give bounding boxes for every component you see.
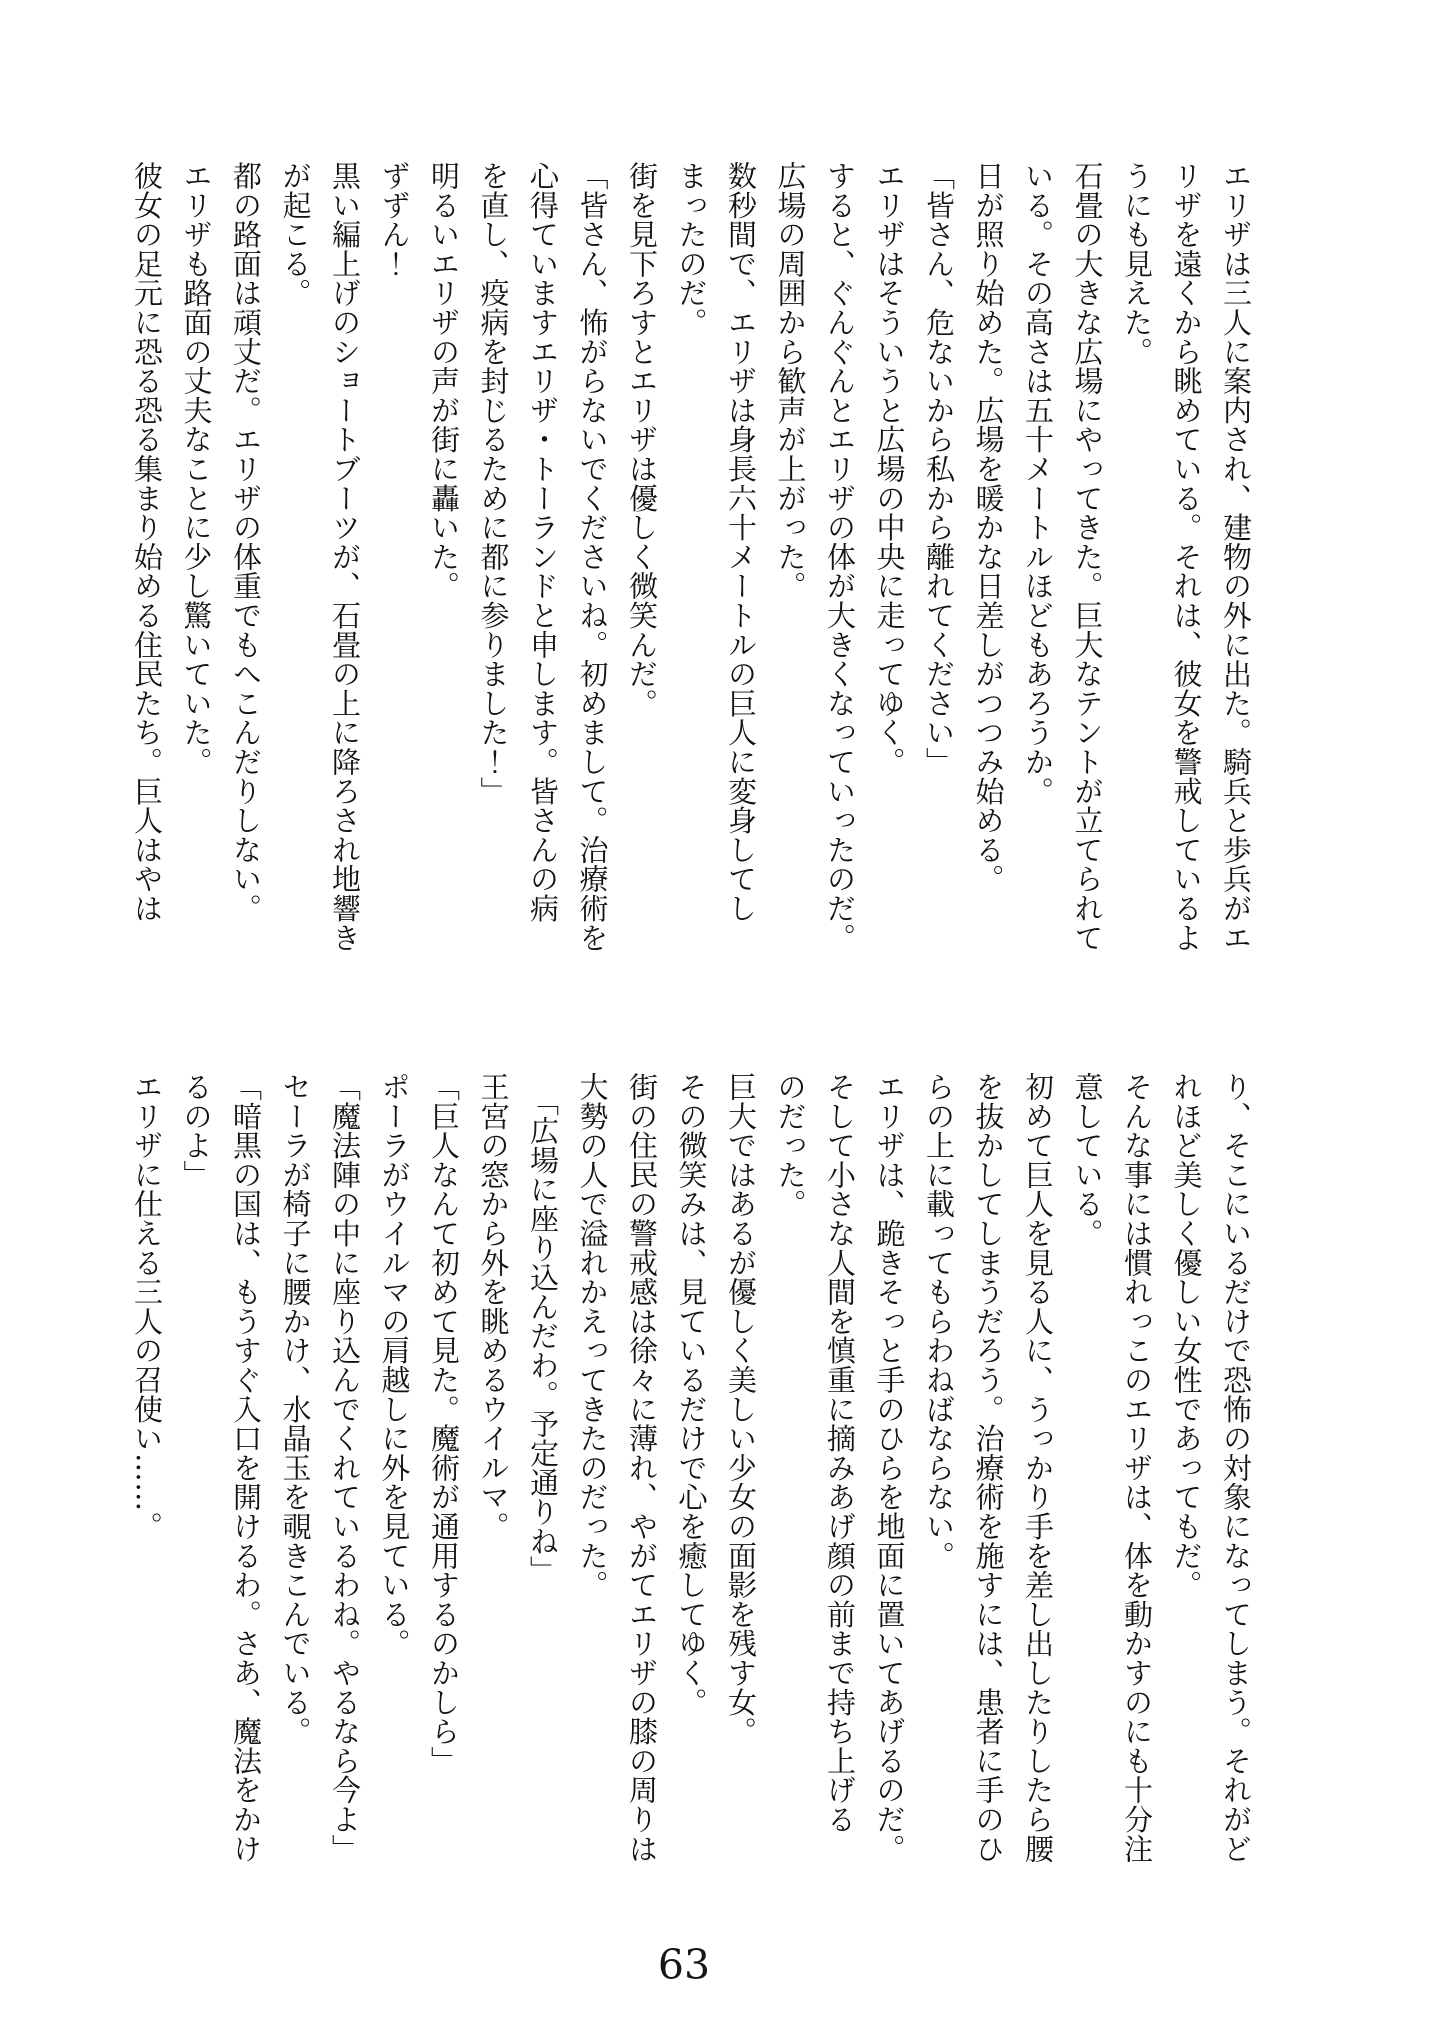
text-column: エリザはそういうと広場の中央に走ってゆく。 <box>872 161 907 777</box>
text-column: を直し、疫病を封じるために都に参りました！」 <box>476 161 511 806</box>
text-column: 石畳の大きな広場にやってきた。巨大なテントが立てられて <box>1070 161 1105 953</box>
text-column: 巨大ではあるが優しく美しい少女の面影を残す女。 <box>724 1072 758 1746</box>
text-column: が起こる。 <box>278 161 313 308</box>
text-column: エリザに仕える三人の召使い……。 <box>130 1072 164 1541</box>
text-column: すると、ぐんぐんとエリザの体が大きくなっていったのだ。 <box>823 161 857 953</box>
text-column: 明るいエリザの声が街に轟いた。 <box>427 161 461 601</box>
text-column: 街の住民の警戒感は徐々に薄れ、やがてエリザの膝の周りは <box>625 1072 659 1864</box>
text-column: 「魔法陣の中に座り込んでくれているわね。やるなら今よ」 <box>328 1072 362 1864</box>
text-column: 意している。 <box>1070 1072 1105 1248</box>
text-block-upper <box>122 161 1261 957</box>
text-column: 彼女の足元に恐る恐る集まり始める住民たち。巨人はやは <box>130 161 164 923</box>
text-column: 広場の周囲から歓声が上がった。 <box>773 161 808 601</box>
text-column: そして小さな人間を慎重に摘みあげ顔の前まで持ち上げる <box>823 1072 857 1834</box>
text-column: のだった。 <box>773 1072 808 1219</box>
text-column: セーラが椅子に腰かけ、水晶玉を覗きこんでいる。 <box>278 1072 313 1746</box>
text-column: 「広場に座り込んだわ。予定通りね」 <box>526 1072 560 1585</box>
text-column: るのよ」 <box>179 1072 214 1190</box>
text-column: 街を見下ろすとエリザは優しく微笑んだ。 <box>625 161 659 718</box>
text-column: 都の路面は頑丈だ。エリザの体重でもへこんだりしない。 <box>229 161 263 923</box>
text-column: 「皆さん、怖がらないでくださいね。初めまして。治療術を <box>575 161 610 953</box>
text-column: いる。その高さは五十メートルほどもあろうか。 <box>1021 161 1055 806</box>
text-column: リザを遠くから眺めている。それは、彼女を警戒しているよ <box>1169 161 1204 953</box>
text-column: 黒い編上げのショートブーツが、石畳の上に降ろされ地響き <box>328 161 362 953</box>
text-column: 「巨人なんて初めて見た。魔術が通用するのかしら」 <box>427 1072 461 1776</box>
text-column: 大勢の人で溢れかえってきたのだった。 <box>575 1072 610 1600</box>
text-column: 「皆さん、危ないから私から離れてください」 <box>922 161 956 777</box>
text-column: ずずん！ <box>377 161 412 279</box>
text-column: うにも見えた。 <box>1120 161 1154 367</box>
text-block-lower <box>122 1072 1261 1868</box>
page-number: 63 <box>657 1941 711 1989</box>
text-column: エリザは三人に案内され、建物の外に出た。騎兵と歩兵がエ <box>1219 161 1253 953</box>
text-column: エリザは、跪きそっと手のひらを地面に置いてあげるのだ。 <box>872 1072 907 1864</box>
text-column: 初めて巨人を見る人に、うっかり手を差し出したりしたら腰 <box>1021 1072 1055 1864</box>
text-column: 日が照り始めた。広場を暖かな日差しがつつみ始める。 <box>971 161 1006 894</box>
text-column: 心得ていますエリザ・トーランドと申します。皆さんの病 <box>526 161 560 923</box>
text-column: 王宮の窓から外を眺めるウイルマ。 <box>476 1072 511 1541</box>
text-column: れほど美しく優しい女性であってもだ。 <box>1169 1072 1204 1600</box>
text-column: らの上に載ってもらわねばならない。 <box>922 1072 956 1571</box>
text-column: ポーラがウイルマの肩越しに外を見ている。 <box>377 1072 412 1658</box>
text-column: エリザも路面の丈夫なことに少し驚いていた。 <box>179 161 214 777</box>
text-column: そんな事には慣れっこのエリザは、体を動かすのにも十分注 <box>1120 1072 1154 1864</box>
text-column: 数秒間で、エリザは身長六十メートルの巨人に変身してし <box>724 161 758 923</box>
text-column: その微笑みは、見ているだけで心を癒してゆく。 <box>674 1072 709 1717</box>
text-column: 「暗黒の国は、もうすぐ入口を開けるわ。さあ、魔法をかけ <box>229 1072 263 1864</box>
text-column: を抜かしてしまうだろう。治療術を施すには、患者に手のひ <box>971 1072 1006 1864</box>
text-column: り、そこにいるだけで恐怖の対象になってしまう。それがど <box>1219 1072 1253 1864</box>
text-column: まったのだ。 <box>674 161 709 337</box>
